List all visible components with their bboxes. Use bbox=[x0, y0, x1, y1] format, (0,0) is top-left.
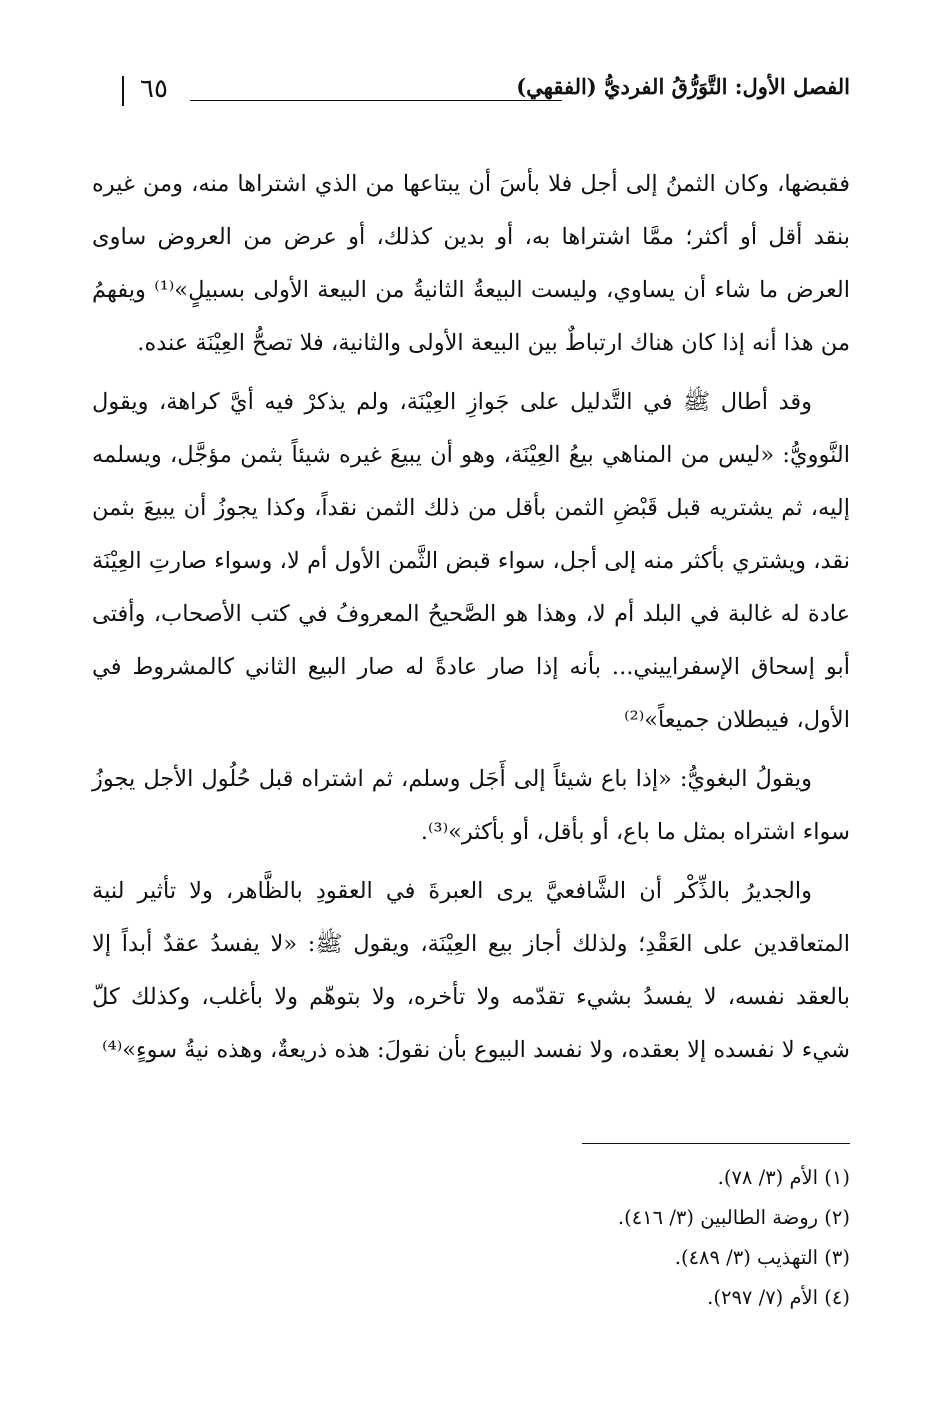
page-number: ٦٥ bbox=[140, 74, 168, 104]
footnote: (٢) روضة الطالبين (٣/ ٤١٦). bbox=[617, 1206, 850, 1229]
footnote: (٣) التهذيب (٣/ ٤٨٩). bbox=[674, 1246, 850, 1269]
body-text bbox=[92, 158, 850, 1083]
footnote-separator bbox=[582, 1143, 850, 1144]
paragraph: وقد أطال ﷺ في التَّدليل على جَوازِ العِيْنَة، ولم يذكرْ فيه أيَّ كراهة، ويقول النَّوويُّ: «ليس من المناهي بيعُ العِيْنَة، وهو أن يبيعَ غيره شيئاً بثمن مؤجَّل، ويسلمه إليه، ثم يشتريه قبل قَبْضِ الثمن بأقل من ذلك الثمن نقداً، وكذا يجوزُ أن يبيعَ بثمن نقد، ويشتري بأكثر منه إلى أجل، سواء قبض الثَّمن الأول أم لا، وسواء صارتِ العِيْنَة عادة له غالبة في البلد أم لا، وهذا هو الصَّحيحُ المعروفُ في كتب الأصحاب، وأفتى أبو إسحاق الإسفراييني... بأنه إذا صار عادةً له صار البيع الثاني كالمشروط في الأول، فيبطلان جميعاً»⁽²⁾ bbox=[92, 389, 850, 733]
paragraph: فقبضها، وكان الثمنُ إلى أجل فلا بأسَ أن يبتاعها من الذي اشتراها منه، ومن غيره بنقد أقل أو أكثر؛ ممَّا اشتراها به، أو بدين كذلك، أو عرض من العروض ساوى العرض ما شاء أن يساوي، وليست البيعةُ الثانيةُ من البيعة الأولى بسبيلٍ»⁽¹⁾ ويفهمُ من هذا أنه إذا كان هناك ارتباطٌ بين البيعة الأولى والثانية، فلا تصحُّ العِيْنَة عنده. bbox=[92, 171, 850, 356]
footnotes-list bbox=[430, 1158, 850, 1318]
chapter-title: الفصل الأول: التَّوَرُّقُ الفرديُّ (الفقهي) bbox=[516, 74, 850, 99]
paragraph: ويقولُ البغويُّ: «إذا باع شيئاً إلى أَجَل وسلم، ثم اشتراه قبل حُلُول الأجل يجوزُ سواء اشتراه بمثل ما باع، أو بأقل، أو بأكثر»⁽³⁾. bbox=[92, 766, 850, 845]
page-number-bar bbox=[122, 76, 124, 106]
footnote: (١) الأم (٣/ ٧٨). bbox=[717, 1166, 850, 1189]
paragraph: والجديرُ بالذِّكْر أن الشَّافعيَّ يرى العبرةَ في العقودِ بالظَّاهر، ولا تأثير لنية المتعاقدين على العَقْدِ؛ ولذلك أجاز بيع العِيْنَة، ويقول ﷺ: «لا يفسدُ عقدٌ أبداً إلا بالعقد نفسه، لا يفسدُ بشيء تقدّمه ولا تأخره، ولا بتوهّم ولا بأغلب، وكذلك كلّ شيء لا نفسده إلا بعقده، ولا نفسد البيوع بأن نقولَ: هذه ذريعةٌ، وهذه نيةُ سوءٍ»⁽⁴⁾ bbox=[92, 878, 850, 1063]
footnote: (٤) الأم (٧/ ٢٩٧). bbox=[707, 1286, 850, 1309]
page-header bbox=[110, 68, 850, 112]
header-rule bbox=[190, 100, 562, 101]
